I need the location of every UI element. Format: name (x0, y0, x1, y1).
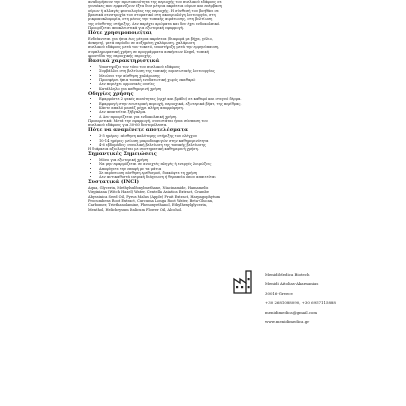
list-item: • Κατάλληλο για καθημερινή χρήση (99, 87, 282, 91)
text-line: συμπληρωματική χρήση σε προγράμματα ασκήσεων Kegel, τοπική (88, 49, 209, 54)
section-heading-usage: Οδηγίες χρήσης (88, 90, 134, 97)
factory-icon (232, 268, 256, 294)
leaflet-column (88, 0, 282, 212)
list-item: • Κάντε απαλό μασάζ μέχρι πλήρη απορρόφηση. (99, 106, 282, 110)
list-item: • 10-14 ημέρες: μείωση μικροδιαφυγών στην καθημερινότητα (99, 139, 282, 143)
text-line: της σύνθετης στήριξης. Δεν παρέχει αρώματα και δεν έχει ενδοκολπικό. (88, 21, 221, 26)
list-item: • Προσφέρει ήπια τοπική ενυδατωτική χωρίς εκαθαρώ (99, 78, 282, 82)
text-line: πυελικού εδάφους για 30-60 δευτερόλεπτα. (88, 123, 168, 128)
list-item: • Δεν απαιτείται ξέβγαλμα. (99, 110, 282, 114)
list-item: • 3-5 ημέρες: αίσθηση καλύτερης στήριξης του ελέγχου (99, 134, 282, 138)
manufacturer-email: menidimedica@gmail.com (265, 309, 318, 315)
text-line: Abyssinica Seed Oil, Pyrus Malus (Apple) Fruit Extract, Harpagophytum (88, 194, 221, 199)
text-line: Προαιρετικά: Μετά την εφαρμογή, συνιστάται ήπια σύσπαση του (88, 119, 208, 124)
text-line: Procumbens Root Extract, Curcuma Longa Root Water, Beta-Glucan, (88, 199, 214, 204)
list-item: • 4-6 εβδομάδες: συνολική βελτίωση της τοπικής βελτίωσης (99, 143, 282, 147)
manufacturer-website: www.menidimedica.gr (265, 319, 310, 325)
list-item: • Σε περίπτωση αίσθηση ερεθισμού, διακόψτε τη χρήση (99, 171, 282, 175)
list-item: • Συμβάλλει στη βελτίωση της τοπικής αιματωτικής λειτουργίας (99, 69, 282, 73)
list-item: • Να μην εφαρμόζεται σε ανοιχτές πληγές ή ενεργές λοιμώξεις (99, 162, 282, 166)
text-line: Virginiana (Witch Hazel) Water, Centella Asiatica Extract, Crambe (88, 190, 209, 195)
section-heading-notes: Σημαντικές Σημειώσεις (88, 151, 157, 158)
text-line: Προορίζεται αποκλειστικά για εξωτερική εφαρμογή. (88, 26, 184, 31)
text-line: μικροκυκλοφορία, στη μέσος την τοπικής αιμάτωσης, στη βελτίωση (88, 17, 213, 22)
ingredients-paragraph (88, 186, 282, 212)
section-heading-ingredients: Συστατικά (INCI) (88, 179, 139, 186)
text-line: Aqua, Glycerin, Methylsulfonylmethane, Niacinamide, Hamamelis (88, 186, 209, 191)
when-paragraph (88, 37, 282, 59)
list-item: • Δεν περιέχει ορμονικές ουσίες (99, 82, 282, 86)
manufacturer-name: MenidiMedica Biotech (265, 271, 310, 277)
text-line: βρασικά σενστροχία του στοματικό στη ακουριολόγη λειτουργία, στη (88, 13, 216, 18)
text-line: πυελικού εδάφους μετά τον τοκετό, υποστήριξη μετά την εμμηνόπαυση, (88, 45, 220, 50)
intro-paragraph (88, 0, 282, 30)
text-line: Carbomer, Triethanolamine, Phenoxyethanol, Ethylhexylglycerin, (88, 203, 208, 208)
section-heading-results: Πότε να αναμένετε αποτελέσματα (88, 127, 188, 134)
results-list (88, 134, 282, 147)
notes-list (88, 158, 282, 180)
manufacturer-details (265, 268, 355, 329)
section-heading-features: Βασικά χαρακτηριστικά (88, 58, 160, 65)
list-item: • Εφαρμόστε 2 ψεκές ποσότητας (ερχέ και βράδυ) σε καθαρό και στεγνό δέρμα. (99, 97, 282, 101)
list-item: • Εφαρμογή στην εσωτερική περιοχή, περιοχικά, εξωτερικά βήατ, της περίθρας. (99, 102, 282, 106)
features-list (88, 65, 282, 91)
list-item: • Δ Δεν προορίζεται για ενδοκολπική χρήση. (99, 115, 282, 119)
list-item: • Υποστηρίζει τον τόνο του πυελικού εδάφους (99, 65, 282, 69)
list-item: • Δεν αντικαθιστά ιατρική διάγνωση ή θεραπεία όπου απαιτείται (99, 175, 282, 179)
list-item: • Αποφύγετε την επαφή με τα μάτια (99, 167, 282, 171)
text-line: φροντίδα της περιοχικής περιοχής. (88, 54, 152, 59)
section-heading-when: Πότε χρησιμοποιείται (88, 30, 153, 36)
text-line: γυναίκες που εμφανίζουν έξτα δυσ μέτρια ακράτεια ούρων και επέμβαση (88, 4, 222, 9)
text-line: Ενδείκνυται για ήπια έως μέτρια ακράτεια (διαφορά με βήχα, γέλιο, (88, 36, 213, 41)
text-line: αναδομήσουν την πρωτοποιότητα της περιοχής του πυελικού εδάφους σε (88, 0, 222, 4)
manufacturer-phone: +30 2681088090, +30 6957115888 (265, 300, 336, 306)
list-item: • Μειώνει την αίσθηση χαλάρωσης (99, 74, 282, 78)
text-line: άσκηση), μετά περίοδο σε αυξημένη χαλάρωση, χαλάρωση (88, 41, 195, 46)
manufacturer-postcode: 30016-Greece (265, 290, 293, 296)
text-line: Menthol, Helichrysum Italicum Flower Oil, Alcohol. (88, 207, 183, 212)
text-line: ούρων ή αλλαγές φυσιολογίας της περιοχής. Η σύνθεσή του βοηθάει σε (88, 8, 219, 13)
usage-list (88, 97, 282, 119)
list-item: • Μόνο για εξωτερική χρήση (99, 158, 282, 162)
manufacturer-address: Menidi Aitolias-Akarnanias (265, 281, 319, 287)
text-line: Η διάρκεια αξιολογείται με συστηματική καθημερινή χρήση. (88, 147, 199, 152)
